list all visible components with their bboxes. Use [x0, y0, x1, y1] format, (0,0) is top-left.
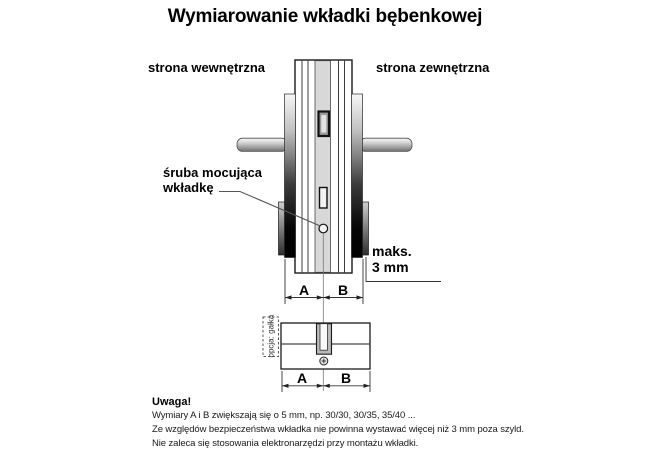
- cylinder-channel-strip: [315, 61, 331, 273]
- cylinder-body: [281, 323, 370, 369]
- dim-label-b-cylinder: B: [340, 370, 352, 386]
- dim-label-b-door: B: [337, 282, 349, 298]
- page-title: Wymiarowanie wkładki bębenkowej: [167, 6, 483, 27]
- handle-bar-left: [237, 138, 287, 151]
- note-line: Ze względów bezpieczeństwa wkładka nie powinna wystawać więcej niż 3 mm poza szyld.: [152, 424, 524, 435]
- label-outer-side: strona zewnętrzna: [376, 60, 490, 75]
- label-max-protrusion-line2: 3 mm: [372, 258, 409, 275]
- escutcheon-left: [285, 94, 296, 258]
- label-fixing-screw: [163, 166, 262, 195]
- note-heading: Uwaga!: [152, 396, 192, 408]
- label-knob-option: opcja: gałka: [266, 314, 275, 358]
- note-line: Nie zaleca się stosowania elektronarzędzi przy montażu wkładki.: [152, 438, 419, 449]
- handle-bar-right: [360, 138, 412, 151]
- cylinder-end-right: [363, 202, 369, 255]
- keyway-detail-upper: [319, 112, 330, 137]
- label-inner-side: strona wewnętrzna: [148, 60, 266, 75]
- dim-label-a-door: A: [298, 282, 310, 298]
- escutcheon-right: [352, 94, 363, 258]
- label-max-protrusion-line1: maks.: [372, 243, 412, 259]
- dim-label-a-cylinder: A: [296, 370, 308, 386]
- label-max-protrusion: [372, 244, 412, 275]
- keyway-detail-lower: [320, 188, 328, 209]
- label-fixing-screw-line2: wkładkę: [163, 179, 214, 195]
- note-line: Wymiary A i B zwiększają się o 5 mm, np. 30/30, 30/35, 35/40 ...: [152, 410, 416, 421]
- label-fixing-screw-line1: śruba mocująca: [163, 165, 262, 180]
